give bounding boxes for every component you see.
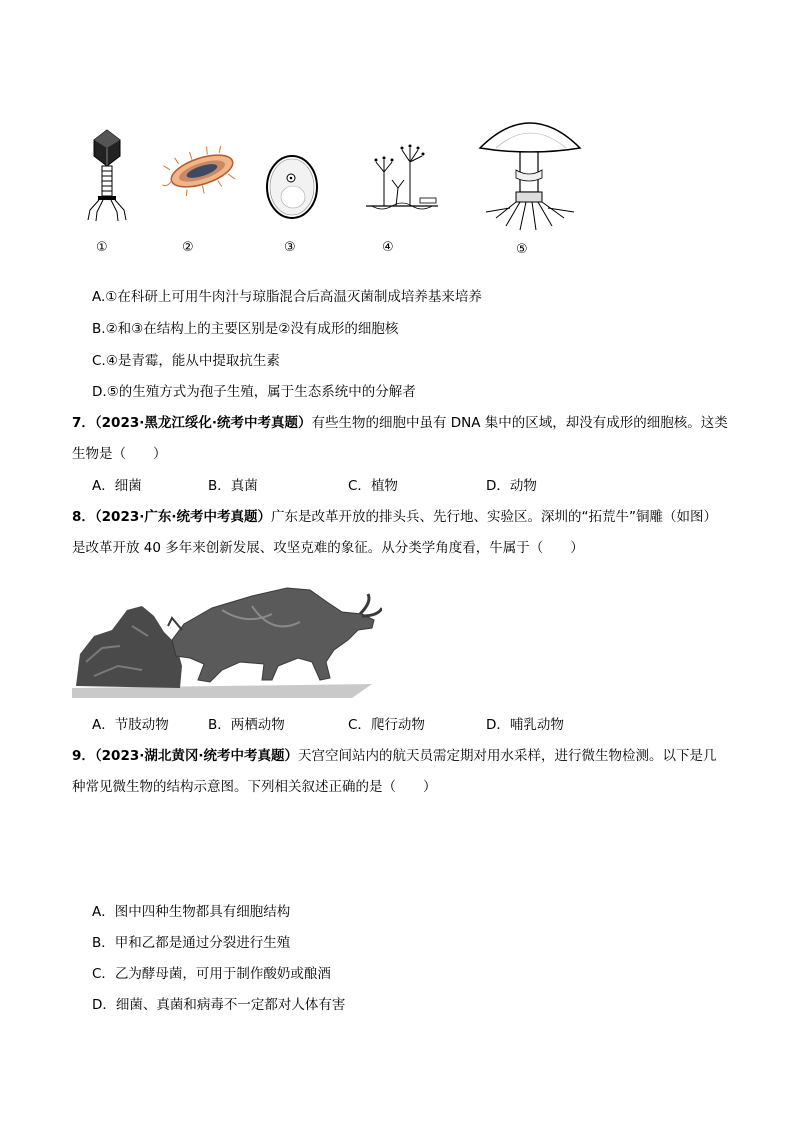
bacteriophage-icon: [82, 128, 132, 223]
q6-option-a[interactable]: [92, 288, 482, 306]
q9-stem: [72, 747, 717, 765]
question-text: 有些生物的细胞中虽有 DNA 集中的区域，却没有成形的细胞核。这类: [311, 415, 728, 431]
penicillium-icon: [362, 144, 442, 219]
microorganism-figure-row: [78, 108, 598, 263]
option-key: C．: [92, 966, 115, 982]
option-key: C.: [92, 353, 106, 369]
option-text: ①在科研上可用牛肉汁与琼脂混合后高温灭菌制成培养基来培养: [105, 289, 482, 305]
q7-stem: [72, 414, 728, 432]
q6-option-d[interactable]: [92, 383, 416, 401]
bull-sculpture-image: [72, 566, 382, 702]
question-source: （2023·广东·统考中考真题）: [94, 509, 271, 525]
option-text: ⑤的生殖方式为孢子生殖，属于生态系统中的分解者: [106, 384, 416, 400]
option-key: D.: [92, 384, 107, 400]
yeast-cell-icon: [264, 152, 320, 222]
q8-option-d[interactable]: D．哺乳动物: [486, 717, 564, 733]
question-text: 天宫空间站内的航天员需定期对用水采样，进行微生物检测。以下是几: [298, 748, 717, 764]
option-text: 甲和乙都是通过分裂进行生殖: [114, 935, 291, 951]
question-source: （2023·黑龙江绥化·统考中考真题）: [94, 415, 312, 431]
q8-option-a[interactable]: A．节肢动物: [92, 717, 169, 733]
q7-option-b[interactable]: B．真菌: [208, 478, 258, 494]
bacterium-icon: [162, 146, 242, 196]
option-text: 乙为酵母菌，可用于制作酸奶或酿酒: [114, 966, 331, 982]
option-key: B.: [92, 321, 106, 337]
q6-option-c[interactable]: [92, 352, 280, 370]
question-source: （2023·湖北黄冈·统考中考真题）: [94, 748, 298, 764]
question-text: 广东是改革开放的排头兵、先行地、实验区。深圳的“拓荒牛”铜雕（如图）: [271, 509, 717, 525]
option-key: D．: [92, 997, 116, 1013]
q9-option-d[interactable]: [92, 996, 345, 1014]
q9-option-a[interactable]: [92, 903, 290, 921]
q6-option-b[interactable]: [92, 320, 398, 338]
q8-option-c[interactable]: C．爬行动物: [348, 717, 425, 733]
mushroom-icon: [476, 108, 584, 233]
q8-stem: [72, 508, 717, 526]
q7-option-c[interactable]: C．植物: [348, 478, 398, 494]
option-text: ④是青霉，能从中提取抗生素: [105, 353, 280, 369]
figure-label-4: ④: [382, 240, 394, 255]
question-number: 7．: [72, 415, 95, 431]
q8-option-b[interactable]: B．两栖动物: [208, 717, 285, 733]
option-text: ②和③在结构上的主要区别是②没有成形的细胞核: [105, 321, 399, 337]
q9-option-c[interactable]: [92, 965, 331, 983]
question-number: 8．: [72, 509, 95, 525]
figure-label-1: ①: [96, 240, 108, 255]
q9-stem-line2: 种常见微生物的结构示意图。下列相关叙述正确的是（ ）: [72, 779, 437, 795]
q9-option-b[interactable]: [92, 934, 290, 952]
q7-option-a[interactable]: A．细菌: [92, 478, 142, 494]
figure-label-2: ②: [182, 240, 194, 255]
option-key: B．: [92, 935, 115, 951]
figure-label-5: ⑤: [516, 242, 528, 257]
question-number: 9．: [72, 748, 95, 764]
option-key: A．: [92, 904, 115, 920]
option-key: A.: [92, 289, 106, 305]
q8-stem-line2: 是改革开放 40 多年来创新发展、攻坚克难的象征。从分类学角度看，牛属于（ ）: [72, 540, 584, 556]
q7-stem-line2: 生物是（ ）: [72, 446, 167, 462]
q7-option-d[interactable]: D．动物: [486, 478, 537, 494]
option-text: 图中四种生物都具有细胞结构: [114, 904, 291, 920]
option-text: 细菌、真菌和病毒不一定都对人体有害: [115, 997, 346, 1013]
figure-label-3: ③: [284, 240, 296, 255]
